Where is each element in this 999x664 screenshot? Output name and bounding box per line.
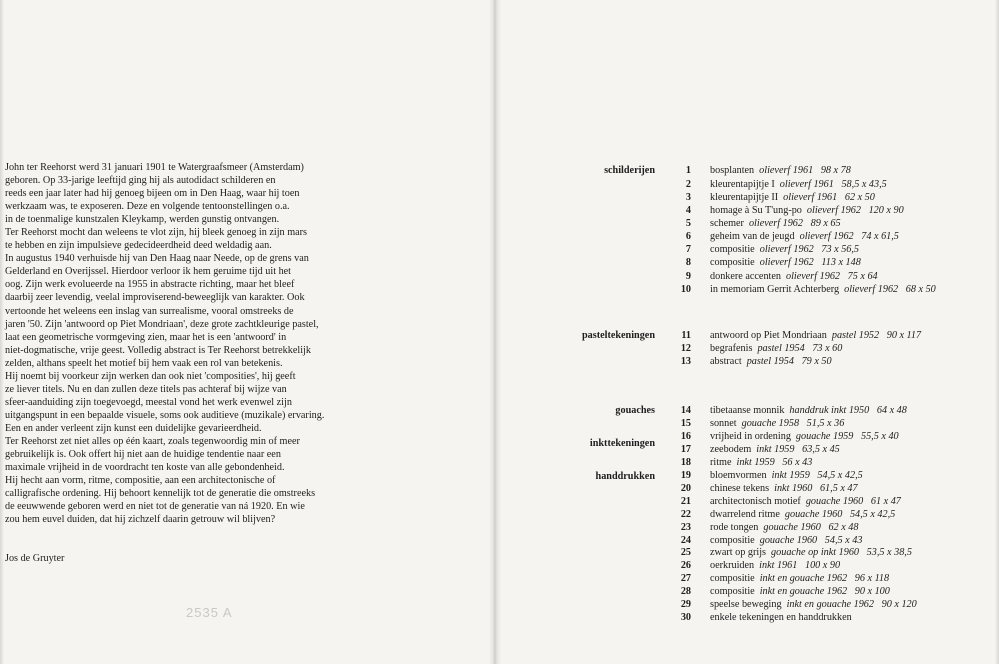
entry-title-block xyxy=(710,179,887,190)
entry-title: bloemvormen xyxy=(710,469,767,481)
entry-medium-size: gouache 1960 61 x 47 xyxy=(805,495,901,507)
entry-medium-size: olieverf 1961 58,5 x 43,5 xyxy=(779,179,887,190)
biography-line: vertoonde het weleens een inslag van surrealisme, vooral omstreeks de xyxy=(5,305,294,317)
biography-line: Een en ander verleent zijn kunst een duidelijke gevarieerdheid. xyxy=(5,422,262,434)
entry-number: 23 xyxy=(680,521,691,533)
entry-title-block xyxy=(710,330,921,341)
entry-number: 8 xyxy=(685,257,691,268)
biography-line: gebruikelijk is. Ook offert hij niet aan de huidige tendentie naar een xyxy=(5,449,281,461)
left-page-edge xyxy=(0,0,4,664)
biography-line: de eeuwwende geboren werd en niet tot de generatie van ná 1920. En wie xyxy=(5,501,305,513)
entry-title: zwart op grijs xyxy=(710,547,767,559)
entry-title: compositie xyxy=(710,534,755,546)
biography-text xyxy=(5,161,327,526)
biography-line: Ter Reehorst mocht dan weleens te vlot zijn, hij bleek genoeg in zijn mars xyxy=(5,227,307,239)
biography-line: oog. Zijn werk evolueerde na 1955 in abstracte richting, maar het bleef xyxy=(5,279,295,291)
entry-medium-size: gouache 1960 54,5 x 43 xyxy=(759,534,863,546)
biography-line: Hij noemt bij voorkeur zijn werken dan ook niet 'composities', hij geeft xyxy=(5,370,296,382)
entry-number: 7 xyxy=(685,244,691,255)
entry-title-block xyxy=(710,547,912,558)
entry-title-block xyxy=(710,356,832,367)
entry-number: 16 xyxy=(680,430,691,442)
entry-title-block xyxy=(710,218,841,229)
entry-number: 25 xyxy=(680,547,691,559)
entry-title: in memoriam Gerrit Achterberg xyxy=(710,284,840,295)
entry-number: 10 xyxy=(680,284,691,295)
entry-medium-size: inkt en gouache 1962 90 x 100 xyxy=(759,586,890,598)
entry-title: compositie xyxy=(710,257,755,268)
entry-number: 28 xyxy=(680,586,691,598)
entry-title: kleurentapijtje II xyxy=(710,192,779,203)
biography-line: niet-dogmatische, vrije geest. Volledig abstract is Ter Reehorst betrekkelijk xyxy=(5,344,311,356)
category-gouaches: gouaches xyxy=(615,405,655,416)
entry-title: geheim van de jeugd xyxy=(710,231,795,242)
entry-title-block xyxy=(710,496,901,507)
category-inkttekeningen: inkttekeningen xyxy=(589,438,655,449)
entry-title: vrijheid in ordening xyxy=(710,430,791,442)
entry-medium-size: handdruk inkt 1950 64 x 48 xyxy=(789,405,907,416)
entry-medium-size: gouache op inkt 1960 53,5 x 38,5 xyxy=(771,547,912,559)
biography-line: ze liever titels. Nu en dan zullen deze titels pas achteraf bij wijze van xyxy=(5,383,287,395)
entry-medium-size: inkt 1961 100 x 90 xyxy=(759,560,841,572)
entry-number: 29 xyxy=(680,599,691,611)
entry-title: zeebodem xyxy=(710,443,752,455)
entry-medium-size: olieverf 1962 68 x 50 xyxy=(844,284,936,295)
entry-title: sonnet xyxy=(710,417,737,429)
entry-number: 1 xyxy=(685,165,691,176)
entry-title: architectonisch motief xyxy=(710,495,801,507)
entry-medium-size: gouache 1960 62 x 48 xyxy=(763,521,859,533)
entry-number: 15 xyxy=(680,417,691,429)
biography-line: Ter Reehorst zet niet alles op één kaart, zoals tegenwoordig min of meer xyxy=(5,435,300,447)
entry-medium-size: olieverf 1962 120 x 90 xyxy=(806,205,904,216)
entry-title-block xyxy=(710,535,862,546)
entry-medium-size: inkt 1960 61,5 x 47 xyxy=(774,482,858,494)
entry-number: 9 xyxy=(685,271,691,282)
entry-medium-size: pastel 1954 79 x 50 xyxy=(746,356,832,367)
biography-line: reeds een jaar later had hij genoeg bijeen om in Den Haag, waar hij toen xyxy=(5,188,300,200)
entry-title: bosplanten xyxy=(710,165,755,176)
entry-number: 5 xyxy=(685,218,691,229)
biography-line: maximale vrijheid in de voordracht ten koste van alle gebondenheid. xyxy=(5,462,285,474)
entry-title-block xyxy=(710,271,878,282)
entry-number: 27 xyxy=(680,573,691,585)
entry-title: homage à Su T'ung-po xyxy=(710,205,802,216)
biography-line: Hij hecht aan vorm, ritme, compositie, aan een architectonische of xyxy=(5,475,276,487)
entry-title: schemer xyxy=(710,218,744,229)
entry-title-block xyxy=(710,483,858,494)
entry-medium-size: gouache 1958 51,5 x 36 xyxy=(741,417,845,429)
entry-number: 2 xyxy=(685,179,691,190)
entry-title: speelse beweging xyxy=(710,599,782,611)
right-page-edge xyxy=(995,0,999,664)
entry-medium-size: inkt en gouache 1962 90 x 120 xyxy=(786,599,917,611)
entry-title-block xyxy=(710,560,840,571)
entry-medium-size: gouache 1960 54,5 x 42,5 xyxy=(784,508,896,520)
entry-title-block xyxy=(710,343,842,354)
entry-title: ritme xyxy=(710,456,732,468)
entry-title: enkele tekeningen en handdrukken xyxy=(710,612,852,624)
entry-medium-size: inkt 1959 63,5 x 45 xyxy=(756,443,840,455)
entry-medium-size: olieverf 1962 113 x 148 xyxy=(759,257,861,268)
biography-line: zou hem euvel duiden, dat hij zichzelf daarin getrouw wil blijven? xyxy=(5,514,276,526)
entry-number: 17 xyxy=(680,443,691,455)
entry-title: kleurentapijtje I xyxy=(710,179,775,190)
entry-number: 30 xyxy=(680,612,691,624)
entry-title-block xyxy=(710,573,889,584)
category-schilderijen: schilderijen xyxy=(604,165,655,176)
biography-line: zelden, althans speelt het motief bij hem vaak een rol van betekenis. xyxy=(5,357,283,369)
entry-number: 26 xyxy=(680,560,691,572)
entry-medium-size: inkt 1959 56 x 43 xyxy=(736,456,813,468)
entry-medium-size: gouache 1959 55,5 x 40 xyxy=(795,430,899,442)
entry-number: 18 xyxy=(680,456,691,468)
author-signature: Jos de Gruyter xyxy=(5,553,65,564)
entry-title-block xyxy=(710,509,895,520)
entry-title-block xyxy=(710,470,863,481)
entry-medium-size: pastel 1954 73 x 60 xyxy=(757,343,843,354)
archive-stamp: 2535 A xyxy=(186,605,233,620)
biography-line: te hebben en zijn impulsieve gedecideerdheid deed weldadig aan. xyxy=(5,240,272,252)
biography-line: calligrafische ordening. Hij behoort kennelijk tot de generatie die omstreeks xyxy=(5,488,316,500)
entry-title: begrafenis xyxy=(710,343,753,354)
entry-medium-size: olieverf 1962 73 x 56,5 xyxy=(759,244,860,255)
entry-title-block xyxy=(710,457,812,468)
category-pasteltekeningen: pasteltekeningen xyxy=(581,330,655,341)
entry-title-block xyxy=(710,192,875,203)
entry-title-block xyxy=(710,522,858,533)
entry-number: 13 xyxy=(680,356,691,367)
entry-title: abstract xyxy=(710,356,742,367)
entry-title-block xyxy=(710,205,904,216)
entry-medium-size: olieverf 1961 62 x 50 xyxy=(783,192,875,203)
biography-line: laat een geometrische vormgeving zien, maar het is een 'antwoord' in xyxy=(5,331,287,343)
entry-title-block xyxy=(710,418,844,429)
entry-title-block xyxy=(710,612,857,623)
entry-title: donkere accenten xyxy=(710,271,781,282)
entry-title: compositie xyxy=(710,586,755,598)
entry-number: 14 xyxy=(680,405,691,416)
entry-title-block xyxy=(710,586,890,597)
entry-title: dwarrelend ritme xyxy=(710,508,780,520)
entry-medium-size: olieverf 1962 75 x 64 xyxy=(785,271,878,282)
entry-number: 19 xyxy=(680,469,691,481)
biography-line: daarbij zeer levendig, veelal improviserend-beweeglijk van karakter. Ook xyxy=(5,292,305,304)
entry-medium-size: olieverf 1962 89 x 65 xyxy=(748,218,841,229)
entry-title-block xyxy=(710,405,907,416)
page-fold xyxy=(489,0,501,664)
entry-title-block xyxy=(710,599,917,610)
biography-line: werkzaam was, te exposeren. Deze en volgende tentoonstellingen o.a. xyxy=(5,201,290,213)
biography-line: geboren. Op 33-jarige leeftijd ging hij als autodidact schilderen en xyxy=(5,175,276,187)
entry-title-block xyxy=(710,165,851,176)
entry-number: 22 xyxy=(680,508,691,520)
entry-number: 11 xyxy=(681,330,691,341)
entry-title: tibetaanse monnik xyxy=(710,405,785,416)
entry-medium-size: inkt en gouache 1962 96 x 118 xyxy=(759,573,890,585)
entry-title: compositie xyxy=(710,573,755,585)
biography-line: Gelderland en Overijssel. Hierdoor verloor ik hem geruime tijd uit het xyxy=(5,266,292,278)
entry-number: 24 xyxy=(680,534,691,546)
entry-title-block xyxy=(710,284,936,295)
entry-title-block xyxy=(710,431,899,442)
entry-title-block xyxy=(710,444,840,455)
entry-number: 4 xyxy=(685,205,691,216)
entry-title: chinese tekens xyxy=(710,482,770,494)
entry-title: oerkruiden xyxy=(710,560,755,572)
biography-line: sfeer-aanduiding zijn toegevoegd, meestal vond het werk evenwel zijn xyxy=(5,396,292,408)
entry-number: 21 xyxy=(680,495,691,507)
entry-medium-size: olieverf 1961 98 x 78 xyxy=(759,165,851,176)
biography-line: uitgangspunt in een bepaalde visuele, soms ook auditieve (muzikale) ervaring. xyxy=(5,409,325,421)
biography-line: jaren '50. Zijn 'antwoord op Piet Mondriaan', deze grote zachtkleurige pastel, xyxy=(5,318,319,330)
entry-title-block xyxy=(710,257,861,268)
entry-number: 12 xyxy=(680,343,691,354)
category-handdrukken: handdrukken xyxy=(595,471,655,482)
entry-medium-size: inkt 1959 54,5 x 42,5 xyxy=(771,469,863,481)
entry-number: 6 xyxy=(685,231,691,242)
entry-title-block xyxy=(710,231,899,242)
biography-line: In augustus 1940 verhuisde hij van Den Haag naar Neede, op de grens van xyxy=(5,253,309,265)
entry-number: 3 xyxy=(685,192,691,203)
entry-title: compositie xyxy=(710,244,755,255)
entry-medium-size: olieverf 1962 74 x 61,5 xyxy=(799,231,899,242)
biography-line: in de toenmalige kunstzalen Kleykamp, werden gunstig ontvangen. xyxy=(5,214,280,226)
entry-number: 20 xyxy=(680,482,691,494)
entry-title: rode tongen xyxy=(710,521,759,533)
entry-medium-size: pastel 1952 90 x 117 xyxy=(831,330,922,341)
entry-title-block xyxy=(710,244,859,255)
biography-line: John ter Reehorst werd 31 januari 1901 te Watergraafsmeer (Amsterdam) xyxy=(5,162,304,173)
entry-title: antwoord op Piet Mondriaan xyxy=(710,330,827,341)
